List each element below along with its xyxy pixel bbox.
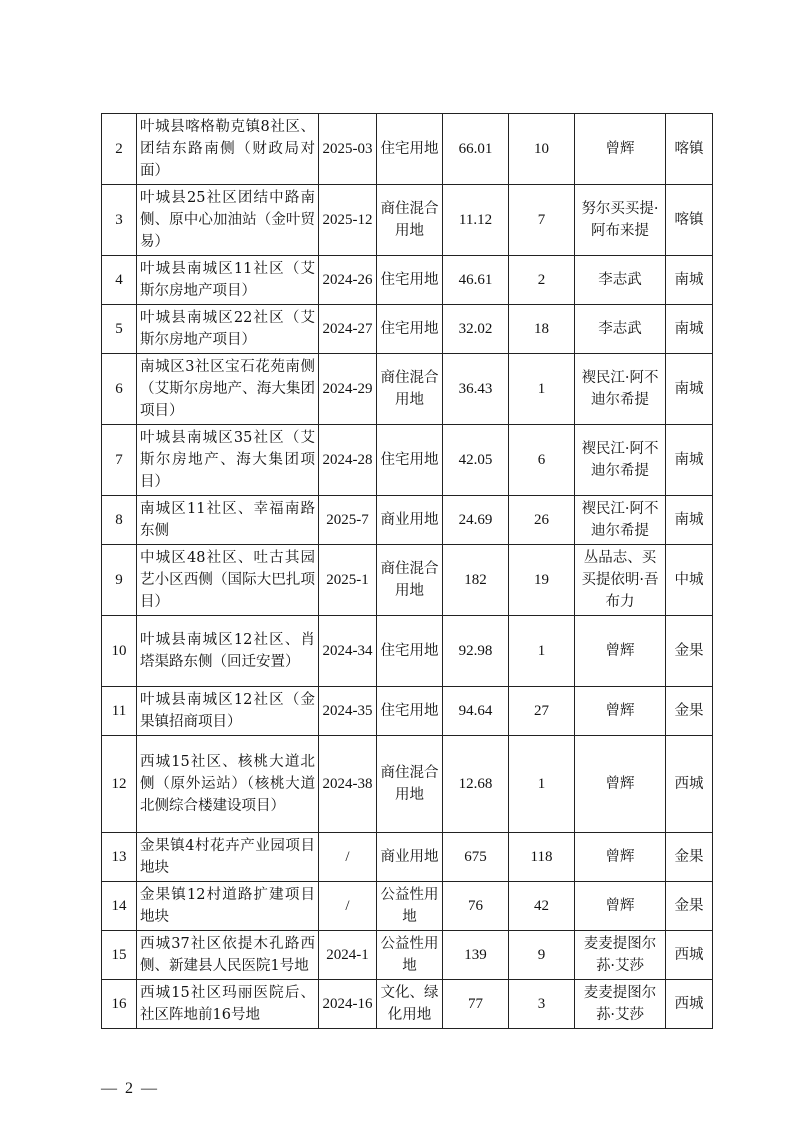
owner-cell: 麦麦提图尔荪·艾莎 — [575, 980, 666, 1029]
location-cell: 金果镇12村道路扩建项目地块 — [137, 882, 319, 931]
region-cell: 南城 — [666, 496, 713, 545]
area-cell: 76 — [443, 882, 509, 931]
row-number: 6 — [102, 354, 137, 425]
table-row — [102, 185, 713, 256]
table-row — [102, 736, 713, 833]
location-cell: 叶城县南城区22社区（艾斯尔房地产项目） — [137, 305, 319, 354]
owner-cell: 曾辉 — [575, 833, 666, 882]
land-use-cell: 文化、绿化用地 — [377, 980, 443, 1029]
area-cell: 36.43 — [443, 354, 509, 425]
plan-code-cell: 2025-1 — [319, 545, 377, 616]
region-cell: 西城 — [666, 736, 713, 833]
location-cell: 叶城县南城区11社区（艾斯尔房地产项目） — [137, 256, 319, 305]
plan-code-cell: 2025-7 — [319, 496, 377, 545]
row-number: 8 — [102, 496, 137, 545]
land-use-cell: 商业用地 — [377, 833, 443, 882]
row-number: 7 — [102, 425, 137, 496]
region-cell: 西城 — [666, 980, 713, 1029]
table-row — [102, 425, 713, 496]
row-number: 13 — [102, 833, 137, 882]
region-cell: 喀镇 — [666, 185, 713, 256]
owner-cell: 李志武 — [575, 305, 666, 354]
area-cell: 94.64 — [443, 687, 509, 736]
area-cell: 77 — [443, 980, 509, 1029]
owner-cell: 褉民江·阿不迪尔希提 — [575, 425, 666, 496]
table-row — [102, 882, 713, 931]
count-cell: 6 — [509, 425, 575, 496]
count-cell: 3 — [509, 980, 575, 1029]
region-cell: 金果 — [666, 833, 713, 882]
plan-code-cell: 2024-34 — [319, 616, 377, 687]
location-cell: 西城37社区依提木孔路西侧、新建县人民医院1号地 — [137, 931, 319, 980]
area-cell: 11.12 — [443, 185, 509, 256]
count-cell: 1 — [509, 354, 575, 425]
table-row — [102, 931, 713, 980]
region-cell: 金果 — [666, 882, 713, 931]
owner-cell: 曾辉 — [575, 687, 666, 736]
row-number: 14 — [102, 882, 137, 931]
area-cell: 46.61 — [443, 256, 509, 305]
table-row — [102, 354, 713, 425]
land-use-cell: 住宅用地 — [377, 616, 443, 687]
area-cell: 66.01 — [443, 114, 509, 185]
area-cell: 92.98 — [443, 616, 509, 687]
owner-cell: 曾辉 — [575, 114, 666, 185]
owner-cell: 麦麦提图尔荪·艾莎 — [575, 931, 666, 980]
region-cell: 南城 — [666, 256, 713, 305]
region-cell: 金果 — [666, 687, 713, 736]
row-number: 12 — [102, 736, 137, 833]
row-number: 4 — [102, 256, 137, 305]
land-use-cell: 商住混合用地 — [377, 545, 443, 616]
owner-cell: 褉民江·阿不迪尔希提 — [575, 496, 666, 545]
row-number: 3 — [102, 185, 137, 256]
area-cell: 675 — [443, 833, 509, 882]
table-row — [102, 305, 713, 354]
location-cell: 南城区3社区宝石花苑南侧（艾斯尔房地产、海大集团项目） — [137, 354, 319, 425]
row-number: 15 — [102, 931, 137, 980]
count-cell: 9 — [509, 931, 575, 980]
row-number: 2 — [102, 114, 137, 185]
location-cell: 西城15社区玛丽医院后、社区阵地前16号地 — [137, 980, 319, 1029]
area-cell: 42.05 — [443, 425, 509, 496]
area-cell: 12.68 — [443, 736, 509, 833]
plan-code-cell: 2024-26 — [319, 256, 377, 305]
owner-cell: 曾辉 — [575, 736, 666, 833]
plan-code-cell: / — [319, 882, 377, 931]
row-number: 11 — [102, 687, 137, 736]
region-cell: 南城 — [666, 354, 713, 425]
count-cell: 19 — [509, 545, 575, 616]
count-cell: 1 — [509, 736, 575, 833]
table-row — [102, 687, 713, 736]
land-use-cell: 商住混合用地 — [377, 185, 443, 256]
owner-cell: 丛品志、买买提依明·吾布力 — [575, 545, 666, 616]
location-cell: 叶城县南城区12社区、肖塔渠路东侧（回迁安置） — [137, 616, 319, 687]
region-cell: 西城 — [666, 931, 713, 980]
region-cell: 南城 — [666, 305, 713, 354]
plan-code-cell: 2024-1 — [319, 931, 377, 980]
land-use-cell: 住宅用地 — [377, 425, 443, 496]
land-use-cell: 商住混合用地 — [377, 736, 443, 833]
area-cell: 24.69 — [443, 496, 509, 545]
owner-cell: 李志武 — [575, 256, 666, 305]
location-cell: 叶城县25社区团结中路南侧、原中心加油站（金叶贸易） — [137, 185, 319, 256]
area-cell: 182 — [443, 545, 509, 616]
plan-code-cell: 2024-16 — [319, 980, 377, 1029]
count-cell: 2 — [509, 256, 575, 305]
row-number: 5 — [102, 305, 137, 354]
table-row — [102, 833, 713, 882]
plan-code-cell: 2024-28 — [319, 425, 377, 496]
count-cell: 118 — [509, 833, 575, 882]
plan-code-cell: 2024-38 — [319, 736, 377, 833]
owner-cell: 褉民江·阿不迪尔希提 — [575, 354, 666, 425]
location-cell: 叶城县南城区35社区（艾斯尔房地产、海大集团项目） — [137, 425, 319, 496]
location-cell: 金果镇4村花卉产业园项目地块 — [137, 833, 319, 882]
plan-code-cell: 2024-29 — [319, 354, 377, 425]
location-cell: 西城15社区、核桃大道北侧（原外运站）（核桃大道北侧综合楼建设项目） — [137, 736, 319, 833]
table-row — [102, 496, 713, 545]
land-parcel-table — [101, 113, 713, 1029]
region-cell: 中城 — [666, 545, 713, 616]
location-cell: 南城区11社区、幸福南路东侧 — [137, 496, 319, 545]
location-cell: 叶城县喀格勒克镇8社区、团结东路南侧（财政局对面） — [137, 114, 319, 185]
row-number: 10 — [102, 616, 137, 687]
count-cell: 42 — [509, 882, 575, 931]
count-cell: 18 — [509, 305, 575, 354]
owner-cell: 曾辉 — [575, 882, 666, 931]
land-use-cell: 商业用地 — [377, 496, 443, 545]
table-row — [102, 980, 713, 1029]
land-use-cell: 住宅用地 — [377, 687, 443, 736]
area-cell: 139 — [443, 931, 509, 980]
owner-cell: 努尔买买提·阿布来提 — [575, 185, 666, 256]
page-number: — 2 — — [101, 1080, 159, 1097]
table-row — [102, 114, 713, 185]
table-row — [102, 545, 713, 616]
count-cell: 10 — [509, 114, 575, 185]
region-cell: 南城 — [666, 425, 713, 496]
count-cell: 26 — [509, 496, 575, 545]
table-row — [102, 616, 713, 687]
area-cell: 32.02 — [443, 305, 509, 354]
plan-code-cell: 2024-35 — [319, 687, 377, 736]
region-cell: 金果 — [666, 616, 713, 687]
table-row — [102, 256, 713, 305]
plan-code-cell: / — [319, 833, 377, 882]
count-cell: 7 — [509, 185, 575, 256]
location-cell: 中城区48社区、吐古其园艺小区西侧（国际大巴扎项目） — [137, 545, 319, 616]
land-use-cell: 公益性用地 — [377, 931, 443, 980]
row-number: 9 — [102, 545, 137, 616]
row-number: 16 — [102, 980, 137, 1029]
region-cell: 喀镇 — [666, 114, 713, 185]
land-use-cell: 公益性用地 — [377, 882, 443, 931]
count-cell: 27 — [509, 687, 575, 736]
land-use-cell: 住宅用地 — [377, 305, 443, 354]
land-use-cell: 商住混合用地 — [377, 354, 443, 425]
plan-code-cell: 2024-27 — [319, 305, 377, 354]
plan-code-cell: 2025-03 — [319, 114, 377, 185]
count-cell: 1 — [509, 616, 575, 687]
location-cell: 叶城县南城区12社区（金果镇招商项目） — [137, 687, 319, 736]
land-use-cell: 住宅用地 — [377, 114, 443, 185]
plan-code-cell: 2025-12 — [319, 185, 377, 256]
land-use-cell: 住宅用地 — [377, 256, 443, 305]
owner-cell: 曾辉 — [575, 616, 666, 687]
